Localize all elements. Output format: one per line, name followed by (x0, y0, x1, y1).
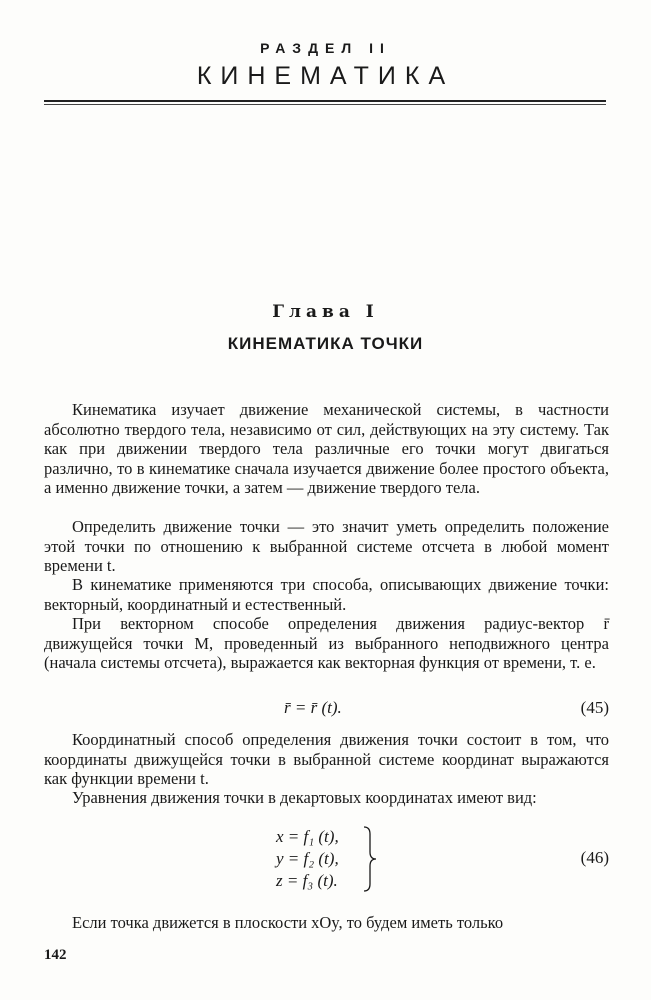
equation-46-z: z = f₃ (t). (276, 871, 338, 890)
equation-46-x: x = f₁ (t), (276, 827, 339, 846)
page-number: 142 (44, 947, 67, 963)
equation-45-number: (45) (580, 698, 609, 717)
header-rule-thin (44, 104, 606, 105)
paragraph-intro: Кинематика изучает движение механической системы, в частности абсолютно твердого тела, независимо от сил, действующих на эту систему. Так как при движении твердого тела различные его точки могут двигаться различно, то в кинематике сначала изучается движение более простого объекта, а именно движение точки, а затем — движение твердого тела. (44, 400, 609, 498)
section-title: КИНЕМАТИКА (196, 62, 455, 90)
header-rule-thick (44, 100, 606, 102)
paragraph-coordinate-method: Координатный способ определения движения точки состоит в том, что координаты движущейся точки в выбранной системе координат выражаются как функции времени t. (44, 730, 609, 789)
equation-46-system (276, 826, 376, 894)
paragraph-vector-method: При векторном способе определения движения радиус-вектор r̄ движущейся точки M, проведенный из выбранного неподвижного центра (начала системы отсчета), выражается как векторная функция от времени, т. е. (44, 614, 609, 673)
chapter-title: КИНЕМАТИКА ТОЧКИ (227, 334, 424, 353)
equation-46-number: (46) (580, 848, 609, 867)
paragraph-plane-motion: Если точка движется в плоскости xOy, то будем иметь только (72, 913, 504, 932)
section-label: РАЗДЕЛ II (260, 40, 391, 56)
equation-45 (44, 698, 609, 720)
equation-46-y: y = f₂ (t), (276, 849, 339, 868)
right-brace (362, 826, 378, 892)
paragraph-methods: В кинематике применяются три способа, описывающих движение точки: векторный, координатный и естественный. (44, 575, 609, 614)
equation-45-formula: r̄ = r̄ (t). (284, 698, 342, 717)
paragraph-equations-intro: Уравнения движения точки в декартовых координатах имеют вид: (72, 788, 537, 807)
chapter-label: Глава I (272, 302, 379, 322)
paragraph-definition: Определить движение точки — это значит уметь определить положение этой точки по отношению к выбранной системе отсчета в любой момент времени t. (44, 517, 609, 576)
